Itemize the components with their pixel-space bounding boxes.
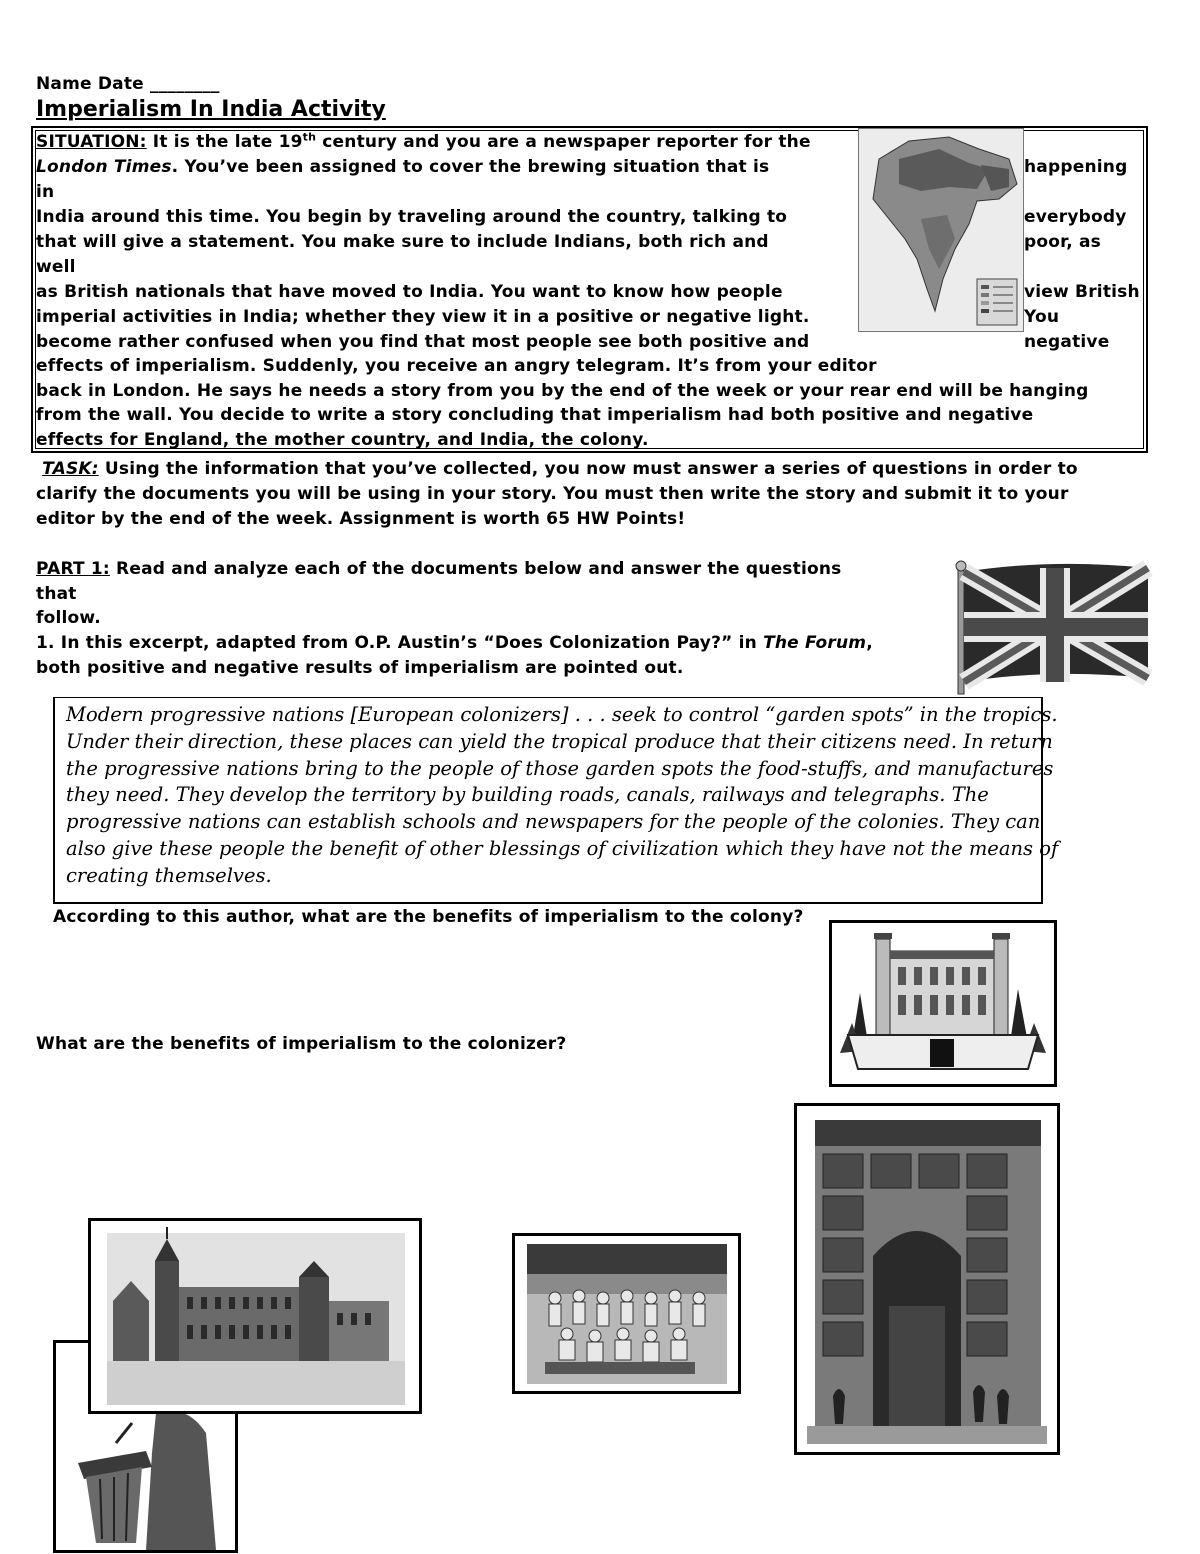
- situation-line-7: as British nationals that have moved to India. You want to know how people: [36, 282, 783, 302]
- situation-line-3: in: [36, 182, 55, 202]
- part1-label: PART 1:: [36, 559, 110, 579]
- situation-line-2-right: happening: [1024, 157, 1128, 177]
- quote-line-6: also give these people the benefit of other blessings of civilization which they have not the means of: [66, 837, 1059, 860]
- part1-line-3: follow.: [36, 608, 101, 628]
- question-1-line-2: both positive and negative results of imperialism are pointed out.: [36, 658, 684, 678]
- question-1: 1. In this excerpt, adapted from O.P. Austin’s “Does Colonization Pay?” in The Forum,: [36, 633, 873, 653]
- part1-line-2: that: [36, 584, 77, 604]
- question-colonizer: What are the benefits of imperialism to the colonizer?: [36, 1034, 567, 1054]
- quote-line-4: they need. They develop the territory by building roads, canals, railways and telegraphs. The: [66, 783, 989, 806]
- quote-line-5: progressive nations can establish schools and newspapers for the people of the colonies. They can: [66, 810, 1041, 833]
- part1-line-1: PART 1: Read and analyze each of the documents below and answer the questions: [36, 559, 842, 579]
- situation-label: SITUATION:: [36, 132, 147, 152]
- situation-line-10: effects of imperialism. Suddenly, you receive an angry telegram. It’s from your editor: [36, 356, 877, 376]
- colonial-building-photo: [88, 1218, 422, 1414]
- task-line-1: TASK: Using the information that you’ve collected, you now must answer a series of questions in order to: [42, 459, 1078, 479]
- situation-line-4: India around this time. You begin by traveling around the country, talking to: [36, 207, 788, 227]
- quote-line-2: Under their direction, these places can yield the tropical produce that their citizens need. In return: [66, 730, 1053, 753]
- quote-line-3: the progressive nations bring to the people of those garden spots the food-stuffs, and manufactures: [66, 757, 1054, 780]
- classroom-photo: [512, 1233, 741, 1394]
- situation-line-2: London Times. You’ve been assigned to cover the brewing situation that is: [36, 157, 770, 177]
- situation-line-5: that will give a statement. You make sure to include Indians, both rich and: [36, 232, 769, 252]
- task-line-3: editor by the end of the week. Assignment is worth 65 HW Points!: [36, 509, 686, 529]
- question-colony: According to this author, what are the benefits of imperialism to the colony?: [53, 907, 804, 927]
- situation-line-5-right: poor, as: [1024, 232, 1101, 252]
- union-jack-flag-image: [952, 560, 1154, 696]
- situation-line-12: from the wall. You decide to write a story concluding that imperialism had both positive and negative: [36, 405, 1034, 425]
- name-date-line: Name Date ________: [36, 74, 220, 94]
- task-label: TASK:: [42, 459, 99, 479]
- situation-line-11: back in London. He says he needs a story from you by the end of the week or your rear end will be hanging: [36, 381, 1089, 401]
- situation-line-1: SITUATION: It is the late 19th century and you are a newspaper reporter for the: [36, 130, 811, 152]
- situation-line-8: imperial activities in India; whether they view it in a positive or negative light.: [36, 307, 810, 327]
- page-title: Imperialism In India Activity: [36, 97, 386, 122]
- india-map-image: [858, 128, 1024, 332]
- quote-line-1: Modern progressive nations [European colonizers] . . . seek to control “garden spots” in the tropics.: [66, 703, 1058, 726]
- palace-clipart-image: [829, 920, 1057, 1087]
- situation-line-4-right: everybody: [1024, 207, 1127, 227]
- situation-line-13: effects for England, the mother country, and India, the colony.: [36, 430, 649, 450]
- temple-engraving-image: [794, 1103, 1060, 1455]
- situation-line-7-right: view British: [1024, 282, 1140, 302]
- situation-line-8-right: You: [1024, 307, 1060, 327]
- task-line-2: clarify the documents you will be using in your story. You must then write the story and submit it to your: [36, 484, 1069, 504]
- situation-line-9-right: negative: [1024, 332, 1110, 352]
- quote-line-7: creating themselves.: [66, 864, 272, 887]
- situation-line-6: well: [36, 257, 76, 277]
- situation-line-9: become rather confused when you find that most people see both positive and: [36, 332, 810, 352]
